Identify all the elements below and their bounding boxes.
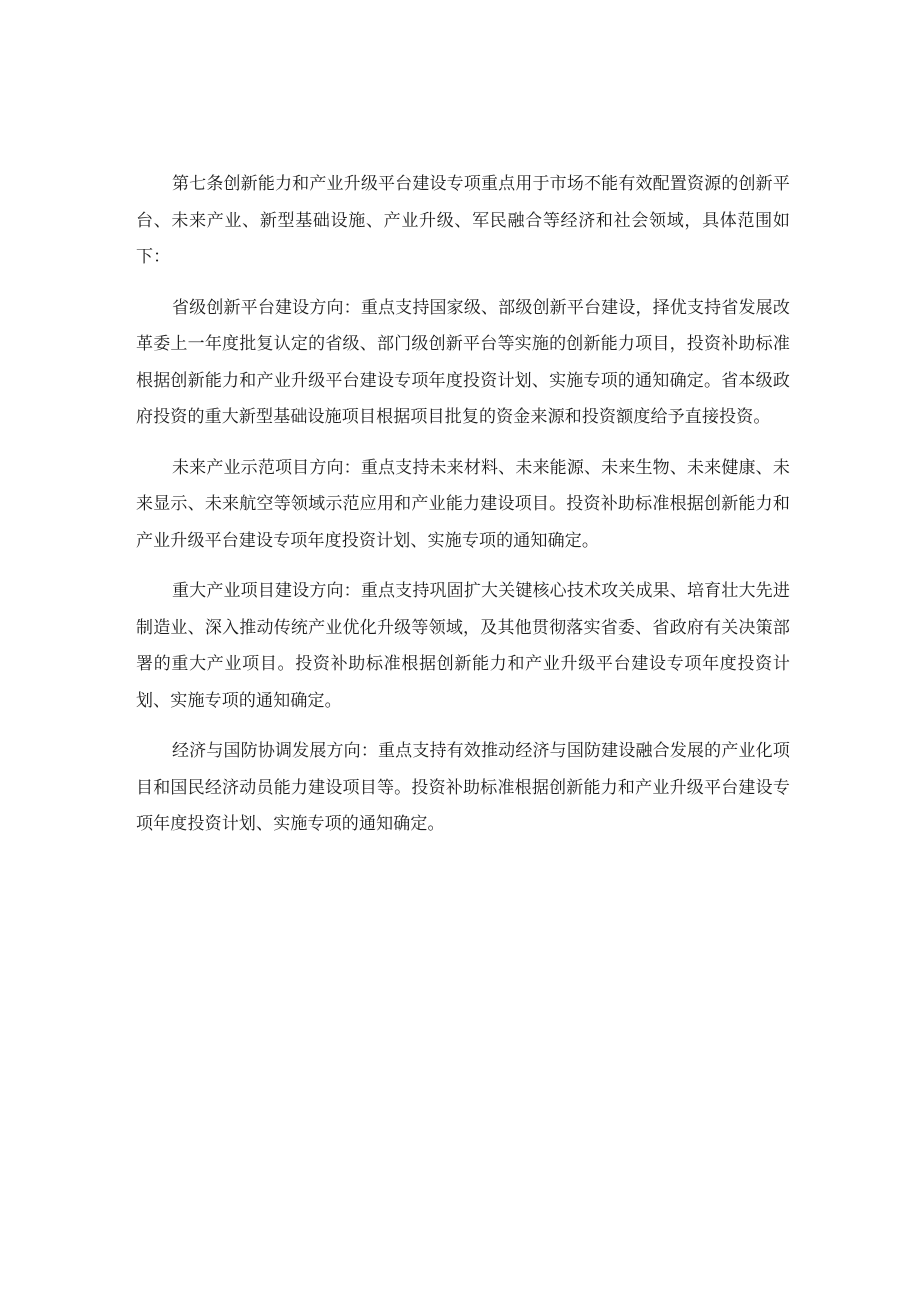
paragraph-article-7: 第七条创新能力和产业升级平台建设专项重点用于市场不能有效配置资源的创新平台、未来产业、新型基础设施、产业升级、军民融合等经济和社会领域，具体范围如下： bbox=[136, 174, 790, 267]
paragraph-future-industry-demo: 未来产业示范项目方向：重点支持未来材料、未来能源、未来生物、未来健康、未来显示、未来航空等领域示范应用和产业能力建设项目。投资补助标准根据创新能力和产业升级平台建设专项年度投资计划、实施专项的通知确定。 bbox=[136, 457, 790, 551]
paragraph-major-industry-project: 重大产业项目建设方向：重点支持巩固扩大关键核心技术攻关成果、培育壮大先进制造业、深入推动传统产业优化升级等领域，及其他贯彻落实省委、省政府有关决策部署的重大产业项目。投资补助标准根据创新能力和产业升级平台建设专项年度投资计划、实施专项的通知确定。 bbox=[136, 581, 790, 711]
paragraph-economy-defense: 经济与国防协调发展方向：重点支持有效推动经济与国防建设融合发展的产业化项目和国民经济动员能力建设项目等。投资补助标准根据创新能力和产业升级平台建设专项年度投资计划、实施专项的通知确定。 bbox=[136, 741, 790, 834]
document-body bbox=[136, 166, 790, 857]
paragraph-provincial-innovation-platform: 省级创新平台建设方向：重点支持国家级、部级创新平台建设，择优支持省发展改革委上一年度批复认定的省级、部门级创新平台等实施的创新能力项目，投资补助标准根据创新能力和产业升级平台建设专项年度投资计划、实施专项的通知确定。省本级政府投资的重大新型基础设施项目根据项目批复的资金来源和投资额度给予直接投资。 bbox=[136, 297, 790, 427]
